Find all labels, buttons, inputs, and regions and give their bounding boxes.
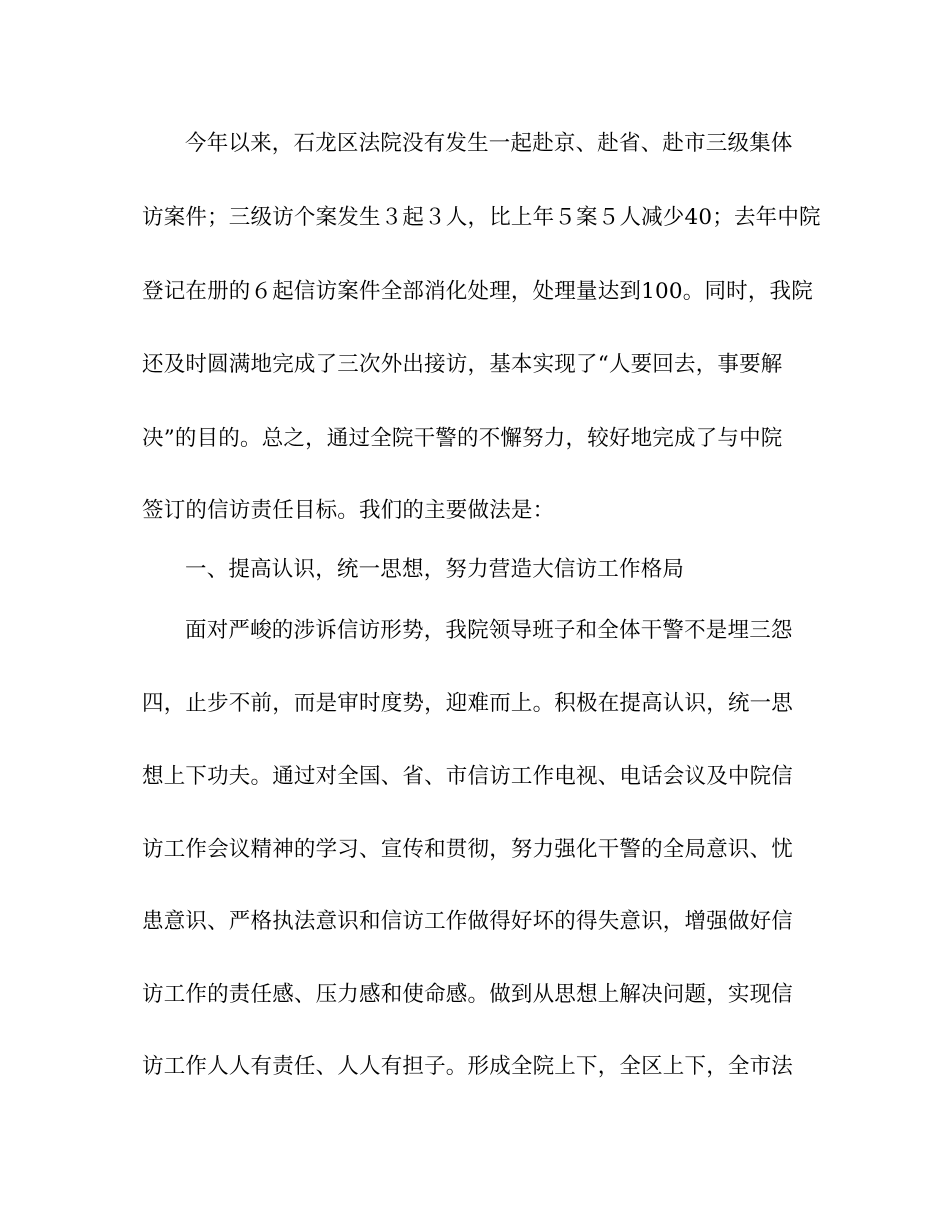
paragraph-line: 签订的信访责任目标。我们的主要做法是： (142, 498, 555, 523)
paragraph-line: 访案件；三级访个案发生３起３人，比上年５案５人减少40；去年中院 (142, 205, 821, 230)
section-heading: 一、提高认识，统一思想，努力营造大信访工作格局 (185, 557, 685, 582)
paragraph-line: 想上下功夫。通过对全国、省、市信访工作电视、电话会议及中院信 (142, 764, 794, 789)
paragraph-line: 登记在册的６起信访案件全部消化处理，处理量达到100。同时，我院 (142, 279, 813, 304)
paragraph-line: 患意识、严格执法意识和信访工作做得好坏的得失意识，增强做好信 (142, 909, 794, 934)
paragraph-line: 四，止步不前，而是审时度势，迎难而上。积极在提高认识，统一思 (142, 691, 794, 716)
paragraph-line: 决”的目的。总之，通过全院干警的不懈努力，较好地完成了与中院 (142, 426, 783, 451)
paragraph-line: 访工作的责任感、压力感和使命感。做到从思想上解决问题，实现信 (142, 982, 794, 1007)
paragraph-line: 还及时圆满地完成了三次外出接访，基本实现了“人要回去，事要解 (142, 352, 783, 377)
paragraph-line: 访工作人人有责任、人人有担子。形成全院上下，全区上下，全市法 (142, 1054, 794, 1079)
paragraph-line: 面对严峻的涉诉信访形势，我院领导班子和全体干警不是埋三怨 (185, 618, 793, 643)
paragraph-line: 访工作会议精神的学习、宣传和贯彻，努力强化干警的全局意识、忧 (142, 837, 794, 862)
paragraph-line: 今年以来，石龙区法院没有发生一起赴京、赴省、赴市三级集体 (185, 131, 793, 156)
